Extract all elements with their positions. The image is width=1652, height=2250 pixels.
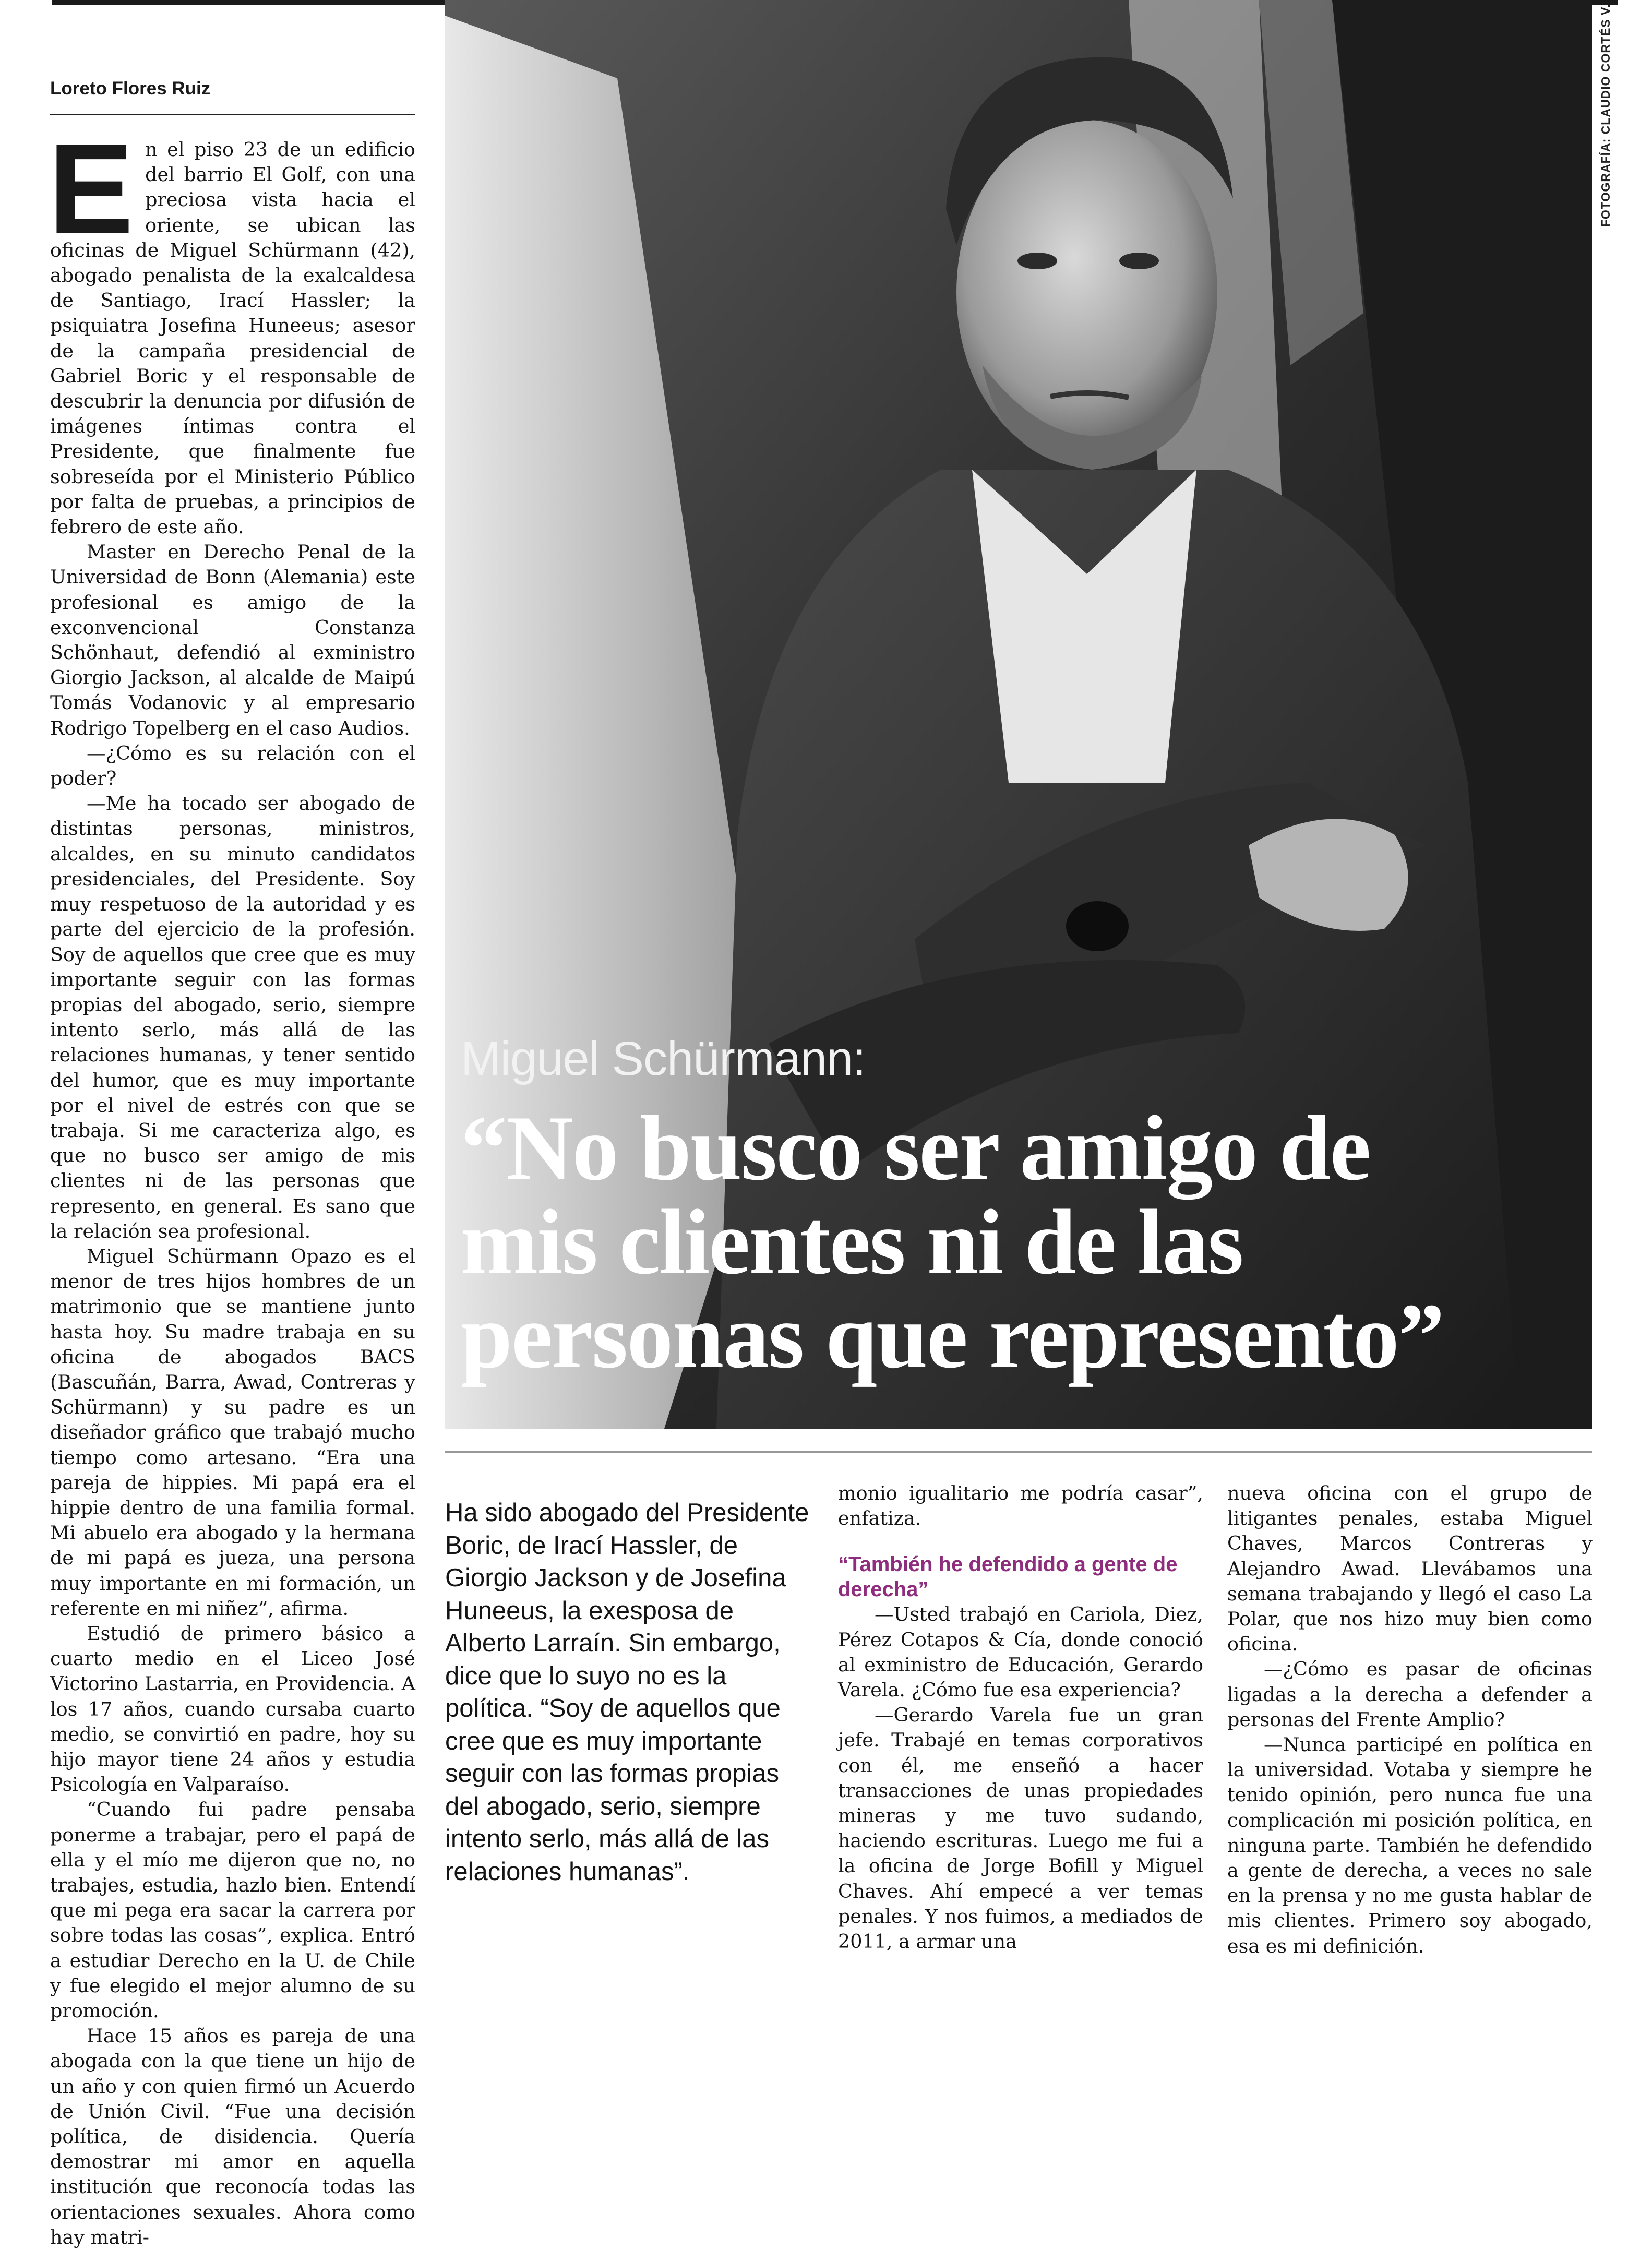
headline-name: Miguel Schürmann: bbox=[461, 1032, 866, 1085]
byline: Loreto Flores Ruiz bbox=[50, 78, 415, 115]
paragraph: —Gerardo Varela fue un gran jefe. Trabajé en temas corporativos con él, me enseñó a hacer transacciones de unas propiedades mineras y me tuvo sudando, haciendo escrituras. Luego me fui a la oficina de Jorge Bofill y Miguel Chaves. Ahí empecé a ver temas penales. Y nos fuimos, a mediados de 2011, a armar una bbox=[838, 1704, 1203, 1953]
paragraph: —Me ha tocado ser abogado de distintas personas, ministros, alcaldes, en su minuto candidatos presidenciales, del Presidente. Soy muy respetuoso de la autoridad y es parte del ejercicio de la profesión. Soy de aquellos que cree que es muy importante seguir con las formas propias del abogado, serio, siempre intento serlo, más allá de las relaciones humanas, y tener sentido del humor, que es muy importante por el nivel de estrés con que se trabaja. Si me caracteriza algo, es que no busco ser amigo de mis clientes ni de las personas que represento, en general. Es sano que la relación sea profesional. bbox=[50, 792, 415, 1242]
paragraph: Miguel Schürmann Opazo es el menor de tres hijos hombres de un matrimonio que se mantiene junto hasta hoy. Su madre trabaja en su oficina de abogados BACS (Bascuñán, Barra, Awad, Contreras y Schürmann) y su padre es un diseñador gráfico que trabajó mucho tiempo como artesano. “Era una pareja de hippies. Mi papá era el hippie dentro de una familia formal. Mi abuelo era abogado y la hermana de mi papá es jueza, una persona muy importante en mi formación, un referente en mi niñez”, afirma. bbox=[50, 1244, 415, 1620]
pull-quote: Ha sido abogado del Presidente Boric, de Irací Hassler, de Giorgio Jackson y de Josefina Huneeus, la exesposa de Alberto Larraín. Sin embargo, dice que lo suyo no es la política. “Soy de aquellos que cree que es muy importante seguir con las formas propias del abogado, serio, siempre intento serlo, más allá de las relaciones humanas”. bbox=[445, 1499, 809, 1886]
paragraph: Hace 15 años es pareja de una abogada con la que tiene un hijo de un año y con quien firmó un Acuerdo de Unión Civil. “Fue una decisión política, de disidencia. Quería demostrar mi amor en aquella institución que reconocía todas las orientaciones sexuales. Ahora como hay matri- bbox=[50, 2025, 415, 2248]
right-column bbox=[1227, 1481, 1593, 1959]
lead-paragraph bbox=[48, 117, 415, 540]
paragraph: Master en Derecho Penal de la Universidad de Bonn (Alemania) este profesional es amigo de la exconvencional Constanza Schönhaut, defendió al exministro Giorgio Jackson, al alcalde de Maipú Tomás Vodanovic y al empresario Rodrigo Topelberg en el caso Audios. bbox=[50, 541, 415, 739]
lead-text: n el piso 23 de un edificio del barrio El Golf, con una preciosa vista hacia el oriente, se ubican las oficinas de Miguel Schürmann (42), abogado penalista de la exalcaldesa de Santiago, Irací Hassler; la psiquiatra Josefina Huneeus; asesor de la campaña presidencial de Gabriel Boric y el responsable de descubrir la denuncia por difusión de imágenes íntimas contra el Presidente, que finalmente fue sobreseída por el Ministerio Público por falta de pruebas, a principios de febrero de este año. bbox=[50, 138, 415, 538]
paragraph: “Cuando fui padre pensaba ponerme a trabajar, pero el papá de ella y el mío me dijeron que no, no trabajes, estudia, hazlo bien. Entendí que mi pega era sacar la carrera por sobre todas las cosas”, explica. Entró a estudiar Derecho en la U. de Chile y fue elegido el mejor alumno de su promoción. bbox=[50, 1798, 415, 2022]
interview-question: —¿Cómo es su relación con el poder? bbox=[50, 741, 415, 790]
paragraph: —Nunca participé en política en la universidad. Votaba y siempre he tenido opinión, pero nunca fue una complicación mi posición política, en ninguna parte. También he defendido a gente de derecha, a veces no sale en la prensa y no me gusta hablar de mis clientes. Primero soy abogado, esa es mi definición. bbox=[1227, 1733, 1593, 1957]
paragraph: monio igualitario me podría casar”, enfatiza. bbox=[838, 1482, 1203, 1530]
headline-quote bbox=[461, 1096, 1577, 1387]
photo-credit: FOTOGRAFÍA: CLAUDIO CORTÉS V. bbox=[1599, 4, 1612, 227]
paragraph: Estudió de primero básico a cuarto medio en el Liceo José Victorino Lastarria, en Providencia. A los 17 años, cuando cursaba cuarto medio, se convirtió en padre, hoy su hijo mayor tiene 24 años y estudia Psicología en Valparaíso. bbox=[50, 1622, 415, 1796]
interview-question: —Usted trabajó en Cariola, Diez, Pérez Cotapos & Cía, donde conoció al exministro de Educación, Gerardo Varela. ¿Cómo fue esa experiencia? bbox=[838, 1603, 1203, 1702]
left-column bbox=[50, 78, 415, 2250]
section-divider bbox=[445, 1451, 1592, 1453]
headline-line: personas que represento” bbox=[461, 1284, 1444, 1387]
paragraph: nueva oficina con el grupo de litigantes penales, estaba Miguel Chaves, Marcos Contreras y Alejandro Awad. Llevábamos una semana trabajando y llegó el caso La Polar, que nos hizo muy bien como oficina. bbox=[1227, 1482, 1593, 1656]
middle-column bbox=[838, 1481, 1203, 1954]
section-subhead: “También he defendido a gente de derecha” bbox=[838, 1553, 1178, 1601]
interview-question: —¿Cómo es pasar de oficinas ligadas a la derecha a defender a personas del Frente Amplio? bbox=[1227, 1658, 1593, 1731]
headline-line: mis clientes ni de las bbox=[461, 1190, 1243, 1294]
headline-line: “No busco ser amigo de bbox=[461, 1096, 1370, 1200]
drop-cap: E bbox=[48, 117, 134, 261]
